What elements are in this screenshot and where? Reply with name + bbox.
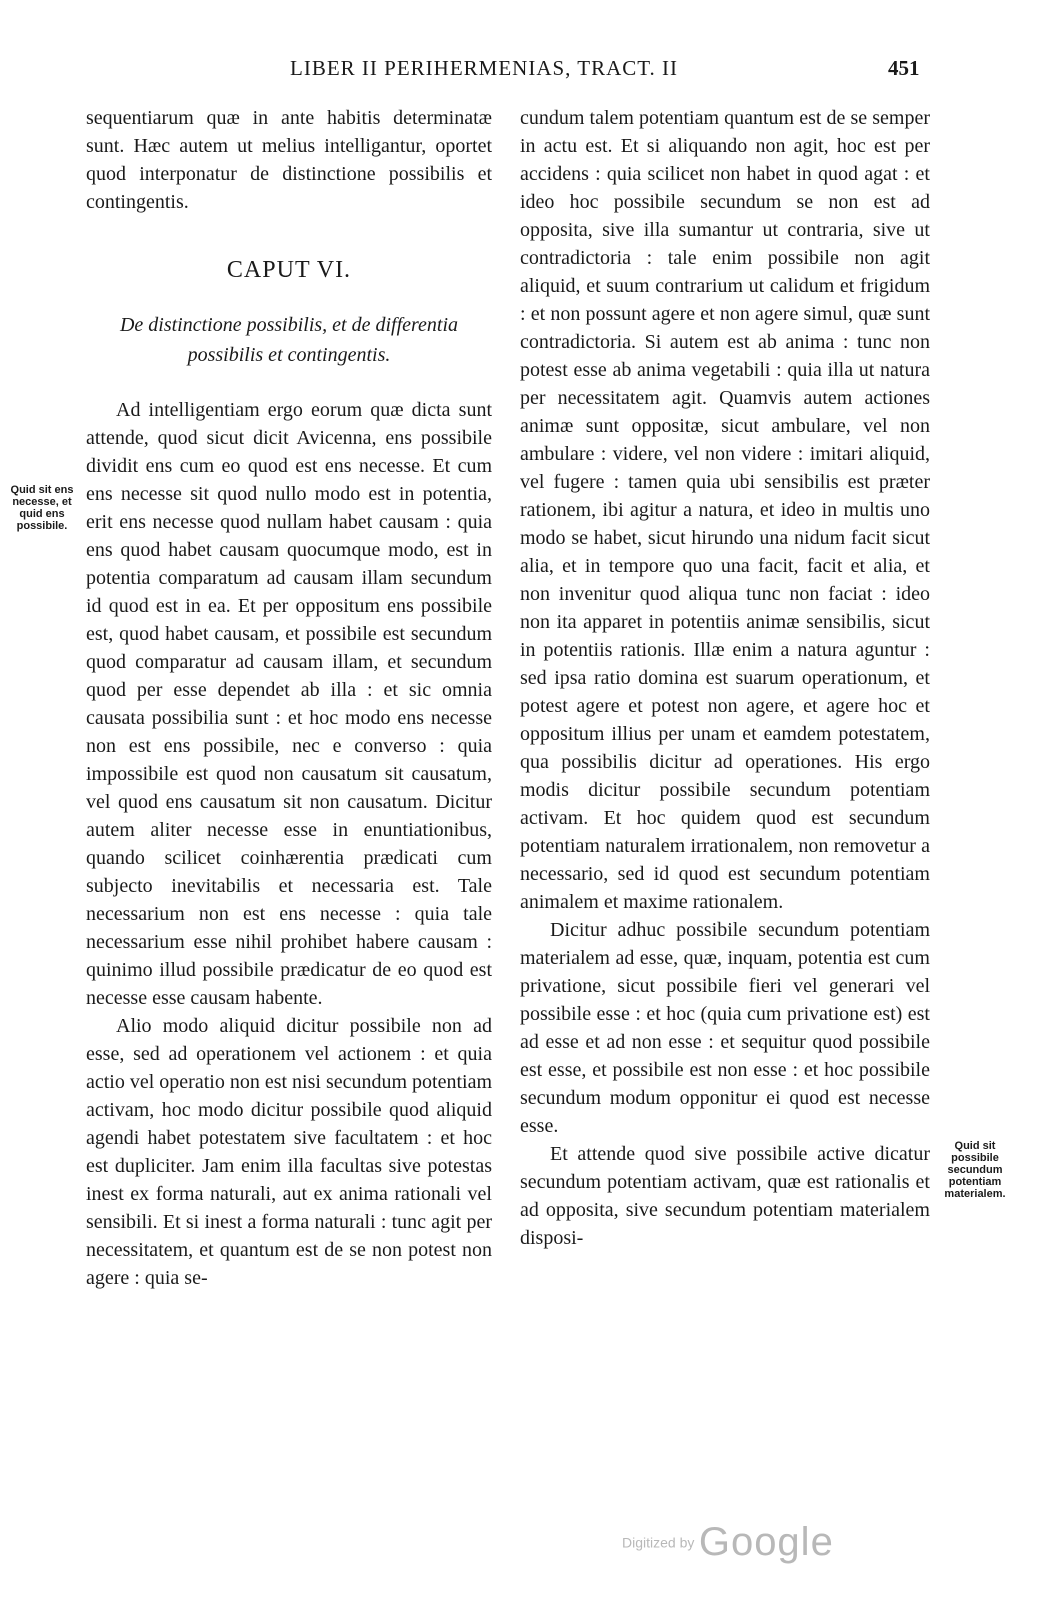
left-paragraph-2: Ad intelligentiam ergo eorum quæ dicta sunt attende, quod sicut dicit Avicenna, ens possibile dividit ens cum eo quod est ens necesse. Et cum ens necesse sit quod nullo modo est in potentia, erit ens necesse quod nullam habet causam : quia ens quod habet causam quocumque modo, est in potentia comparatum ad causam illam secundum id quod est in ea. Et per oppositum ens possibile est, quod habet causam, et possibile est secundum quod comparatur ad causam illam, et secundum quod per esse dependet ab illa : et sic omnia causata possibilia sunt : et hoc modo ens necesse non est ens possibile, nec e converso : quia impossibile est quod non causatum sit causatum, vel quod ens causatum sit non causatum. Dicitur autem aliter necesse esse in enuntiationibus, quando scilicet coinhærentia prædicati cum subjecto inevitabilis et necessaria est. Tale necessarium non est ens necesse : quia tale necessarium esse nihil prohibet habere causam : quinimo illud possibile prædicatur de eo quod est necesse esse causam habente. — [86, 399, 492, 1009]
chapter-heading: CAPUT VI. — [226, 257, 352, 283]
left-paragraph-3: Alio modo aliquid dicitur possibile non ad esse, sed ad operationem vel actionem : et quia actio vel operatio non est nisi secundum potentiam activam, hoc modo dicitur possibile quod aliquid agendi habet potestatem sive facultatem : et hoc est dupliciter. Jam enim illa facultas sive potestas inest ex forma naturali, aut ex anima rationali vel sensibili. Et si inest a forma naturali : tunc agit per necessitatem, et quantum est de se non potest non agere : quia se- — [86, 1015, 493, 1289]
chapter-subtitle: De distinctione possibilis, et de differentia possibilis et contingentis. — [119, 314, 459, 366]
left-paragraph-1: sequentiarum quæ in ante habitis determinatæ sunt. Hæc autem ut melius intelligantur, oportet quod interponatur de distinctione possibilis et contingentis. — [86, 107, 492, 213]
digitized-watermark — [622, 1520, 834, 1565]
running-title: LIBER II PERIHERMENIAS, TRACT. II — [290, 56, 679, 80]
left-column — [86, 104, 492, 1292]
watermark-brand-logo: Google — [698, 1520, 834, 1564]
page-number: 451 — [888, 56, 920, 80]
right-paragraph-3: Et attende quod sive possibile active dicatur secundum potentiam activam, quæ est rationalis et ad opposita, sive secundum potentiam materialem disposi- — [520, 1143, 930, 1249]
page-header — [0, 56, 1058, 86]
right-paragraph-2: Dicitur adhuc possibile secundum potentiam materialem ad esse, quæ, inquam, potentia est cum privatione, sicut possibile fieri vel generari vel possibile esse : et hoc (quia cum privatione est) est ad esse et ad non esse : et sequitur quod possibile est esse, et possibile est non esse : et hoc possibile secundum modum opponitur ei quod est necesse esse. — [520, 919, 930, 1137]
margin-note-right: Quid sit possibile secundum potentiam materialem. — [944, 1140, 1006, 1200]
right-paragraph-1: cundum talem potentiam quantum est de se semper in actu est. Et si aliquando non agit, hoc est per accidens : quia scilicet non habet in quod agat : et ideo hoc possibile secundum se non est ad opposita, sive illa sumantur ut contraria, sive ut contradictoria : tale enim possibile non agit aliquid, et suum contrarium ut calidum et frigidum : et non possunt agere et non agere simul, quæ sunt contradictoria. Si autem est ab anima : tunc non potest esse ab anima vegetabili : quia illa ut natura per necessitatem agit. Quamvis autem actiones animæ sunt oppositæ, sicut ambulare, vel non ambulare : videre, vel non videre : imitari aliquid, vel fugere : tamen quia ubi sensibilis est præter rationem, ibi agitur a natura, et ideo in multis uno modo se habet, sicut hirundo una nidum facit sicut alia, et in tempore quo una facit, facit et alia, et non invenitur quod aliqua tunc non faciat : ideo non ita apparet in potentiis animæ sensibilis, sicut in potentiis rationis. Illæ enim a natura aguntur : sed ipsa ratio domina est suarum operationum, et potest agere et potest non agere, et agere hoc et oppositum illius per unam et eamdem potestatem, qua possibilis dicitur ad operationes. His ergo modis dicitur possibile secundum potentiam activam. Et hoc quidem quod est secundum potentiam naturalem irrationalem, non removetur a necessario, sed id quod est secundum potentiam animalem et maxime rationalem. — [520, 107, 930, 913]
right-column — [520, 104, 930, 1252]
watermark-prefix: Digitized by — [622, 1534, 695, 1551]
margin-note-left: Quid sit ens necesse, et quid ens possibile. — [10, 484, 74, 532]
